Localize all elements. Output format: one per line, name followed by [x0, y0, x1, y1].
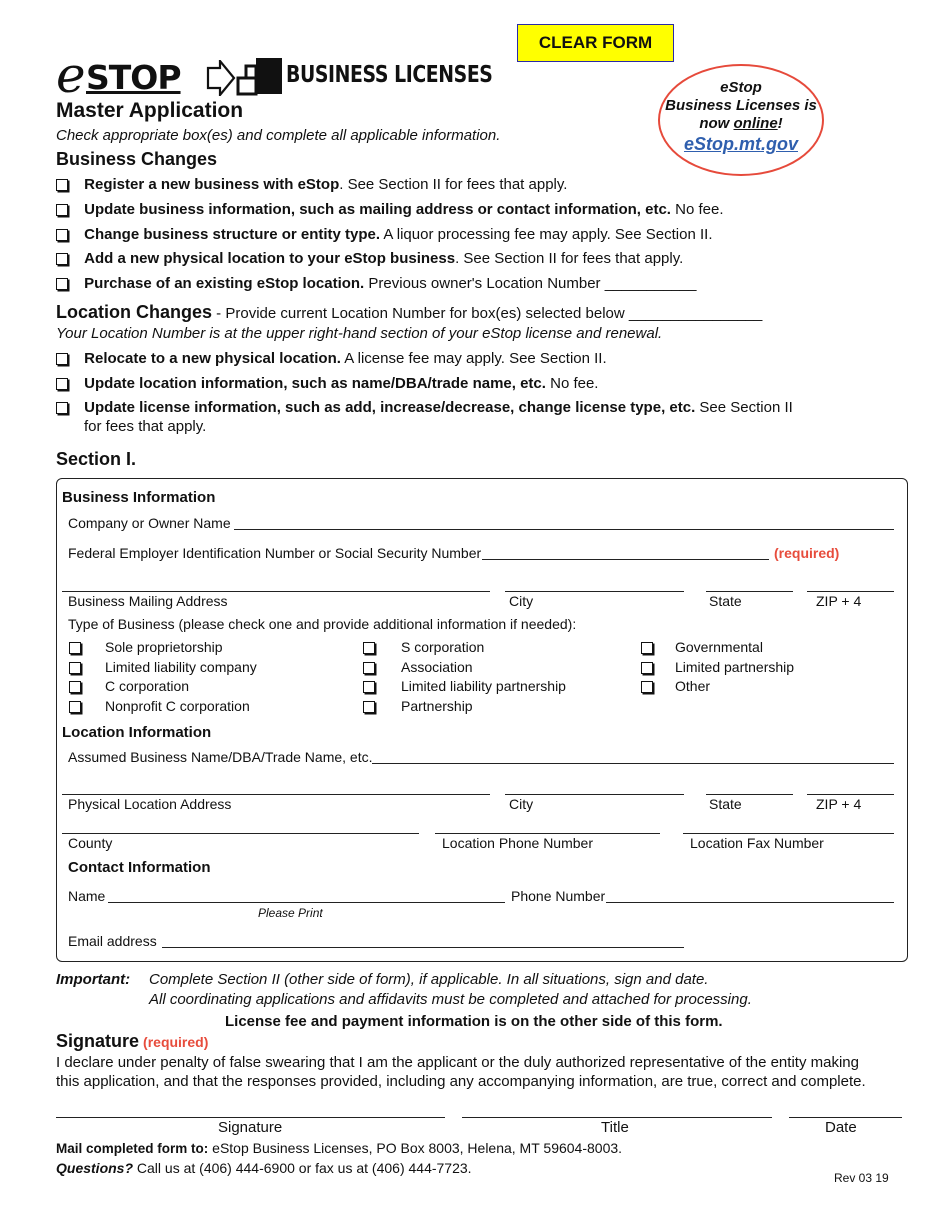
type-option: C corporation	[69, 678, 81, 694]
checkbox-update-location-info[interactable]	[56, 378, 68, 390]
page-title: Master Application	[56, 99, 244, 122]
location-number-field[interactable]: - Provide current Location Number for box(es) selected below ________________	[212, 305, 763, 322]
checkbox-update-business-info[interactable]	[56, 204, 68, 216]
type-option: Partnership	[363, 698, 375, 714]
checkbox-other[interactable]	[641, 681, 653, 693]
checkbox-update-license-info[interactable]	[56, 402, 68, 414]
checkbox-partnership[interactable]	[363, 701, 375, 713]
business-change-item: Change business structure or entity type. A liquor processing fee may apply. See Section II.	[56, 226, 713, 243]
signature-required: (required)	[143, 1034, 209, 1050]
badge-line3: now online!	[699, 115, 783, 132]
checkbox-llc[interactable]	[69, 662, 81, 674]
mail-info: Mail completed form to: eStop Business Licenses, PO Box 8003, Helena, MT 59604-8003.	[56, 1140, 623, 1156]
logo-business-licenses: BUSINESS LICENSES	[286, 62, 493, 88]
fein-label: Federal Employer Identification Number or Social Security Number	[68, 545, 482, 561]
title-label: Title	[601, 1119, 629, 1136]
checkbox-relocate[interactable]	[56, 353, 68, 365]
mailing-zip-label: ZIP + 4	[816, 593, 862, 609]
logo-e: e	[56, 46, 86, 104]
badge-line1: eStop	[720, 79, 762, 96]
checkbox-add-location[interactable]	[56, 253, 68, 265]
mailing-state-label: State	[709, 593, 742, 609]
business-changes-heading: Business Changes	[56, 149, 218, 169]
contact-phone-label: Phone Number	[511, 888, 606, 904]
physical-state-label: State	[709, 796, 742, 812]
type-option: Association	[363, 659, 375, 675]
location-change-item: Update location information, such as name/DBA/trade name, etc. No fee.	[56, 375, 598, 392]
contact-info-heading: Contact Information	[68, 859, 211, 876]
type-option: Limited liability company	[69, 659, 81, 675]
checkbox-limited-partnership[interactable]	[641, 662, 653, 674]
location-phone-label: Location Phone Number	[442, 835, 593, 851]
dba-input[interactable]	[372, 763, 894, 764]
type-option: Sole proprietorship	[69, 639, 81, 655]
physical-city-input[interactable]	[505, 794, 684, 795]
please-print-note: Please Print	[258, 906, 323, 920]
type-option: Governmental	[641, 639, 653, 655]
type-option: Limited partnership	[641, 659, 653, 675]
important-label: Important:	[56, 971, 131, 988]
business-info-heading: Business Information	[62, 489, 216, 506]
mailing-address-label: Business Mailing Address	[68, 593, 228, 609]
location-change-item: Update license information, such as add, increase/decrease, change license type, etc. See Section II	[56, 399, 793, 416]
physical-address-input[interactable]	[62, 794, 490, 795]
checkbox-purchase-location[interactable]	[56, 278, 68, 290]
county-input[interactable]	[62, 833, 419, 834]
mailing-city-label: City	[509, 593, 534, 609]
type-option: Limited liability partnership	[363, 678, 375, 694]
online-badge	[658, 64, 824, 176]
fein-required: (required)	[774, 545, 840, 561]
contact-name-input[interactable]	[108, 902, 505, 903]
questions-info: Questions? Call us at (406) 444-6900 or fax us at (406) 444-7723.	[56, 1160, 472, 1176]
checkbox-llp[interactable]	[363, 681, 375, 693]
building-icon	[236, 56, 284, 96]
declaration-line2: this application, and that the responses provided, including any accompanying information, are true, correct and complete.	[56, 1073, 866, 1090]
section-one-heading: Section I.	[56, 449, 137, 469]
type-option: Other	[641, 678, 653, 694]
checkbox-sole-proprietorship[interactable]	[69, 642, 81, 654]
physical-city-label: City	[509, 796, 534, 812]
location-info-heading: Location Information	[62, 724, 212, 741]
location-note: Your Location Number is at the upper right-hand section of your eStop license and renewal.	[56, 325, 663, 342]
type-option: S corporation	[363, 639, 375, 655]
email-input[interactable]	[162, 947, 684, 948]
arrow-icon	[206, 60, 236, 96]
important-line2: All coordinating applications and affidavits must be completed and attached for processing.	[149, 991, 752, 1008]
date-input[interactable]	[789, 1117, 902, 1118]
signature-label: Signature	[218, 1119, 283, 1136]
checkbox-change-structure[interactable]	[56, 229, 68, 241]
fee-note: License fee and payment information is on the other side of this form.	[225, 1013, 723, 1030]
checkbox-association[interactable]	[363, 662, 375, 674]
checkbox-s-corporation[interactable]	[363, 642, 375, 654]
physical-state-input[interactable]	[706, 794, 793, 795]
business-type-label: Type of Business (please check one and provide additional information if needed):	[68, 616, 577, 632]
location-fax-input[interactable]	[683, 833, 894, 834]
date-label: Date	[825, 1119, 857, 1136]
checkbox-register-business[interactable]	[56, 179, 68, 191]
type-option: Nonprofit C corporation	[69, 698, 81, 714]
location-phone-input[interactable]	[435, 833, 660, 834]
business-change-item: Purchase of an existing eStop location. Previous owner's Location Number ___________	[56, 275, 696, 292]
physical-zip-input[interactable]	[807, 794, 894, 795]
location-change-item: Relocate to a new physical location. A license fee may apply. See Section II.	[56, 350, 607, 367]
physical-zip-label: ZIP + 4	[816, 796, 862, 812]
clear-form-button[interactable]: CLEAR FORM	[517, 24, 674, 62]
declaration-line1: I declare under penalty of false swearing that I am the applicant or the duly authorized representative of the entity making	[56, 1054, 859, 1071]
location-changes-heading: Location Changes	[56, 302, 213, 322]
county-label: County	[68, 835, 113, 851]
fein-input[interactable]	[482, 559, 769, 560]
location-changes-heading-row	[56, 302, 762, 323]
checkbox-governmental[interactable]	[641, 642, 653, 654]
business-change-item: Add a new physical location to your eStop business. See Section II for fees that apply.	[56, 250, 683, 267]
revision-label: Rev 03 19	[834, 1171, 889, 1185]
checkbox-c-corporation[interactable]	[69, 681, 81, 693]
contact-phone-input[interactable]	[606, 902, 894, 903]
mailing-state-input[interactable]	[706, 591, 793, 592]
important-line1: Complete Section II (other side of form), if applicable. In all situations, sign and date.	[149, 971, 709, 988]
signature-heading: Signature	[56, 1031, 140, 1051]
business-change-item: Register a new business with eStop. See Section II for fees that apply.	[56, 176, 567, 193]
location-change-item-cont: for fees that apply.	[84, 418, 207, 435]
mailing-zip-input[interactable]	[807, 591, 894, 592]
location-fax-label: Location Fax Number	[690, 835, 824, 851]
company-name-label: Company or Owner Name	[68, 515, 231, 531]
contact-name-label: Name	[68, 888, 106, 904]
checkbox-nonprofit-c-corp[interactable]	[69, 701, 81, 713]
email-label: Email address	[68, 933, 157, 949]
logo-stop: STOP	[86, 58, 181, 97]
signature-input[interactable]	[56, 1117, 445, 1118]
mailing-city-input[interactable]	[505, 591, 684, 592]
badge-line2: Business Licenses is	[665, 97, 817, 114]
mailing-address-input[interactable]	[62, 591, 490, 592]
company-name-input[interactable]	[234, 529, 894, 530]
physical-address-label: Physical Location Address	[68, 796, 232, 812]
dba-label: Assumed Business Name/DBA/Trade Name, etc.	[68, 749, 373, 765]
instruction-text: Check appropriate box(es) and complete all applicable information.	[56, 127, 501, 144]
signature-heading-row	[56, 1031, 208, 1052]
title-input[interactable]	[462, 1117, 772, 1118]
estop-link[interactable]: eStop.mt.gov	[683, 134, 798, 154]
business-change-item: Update business information, such as mailing address or contact information, etc. No fee.	[56, 201, 723, 218]
